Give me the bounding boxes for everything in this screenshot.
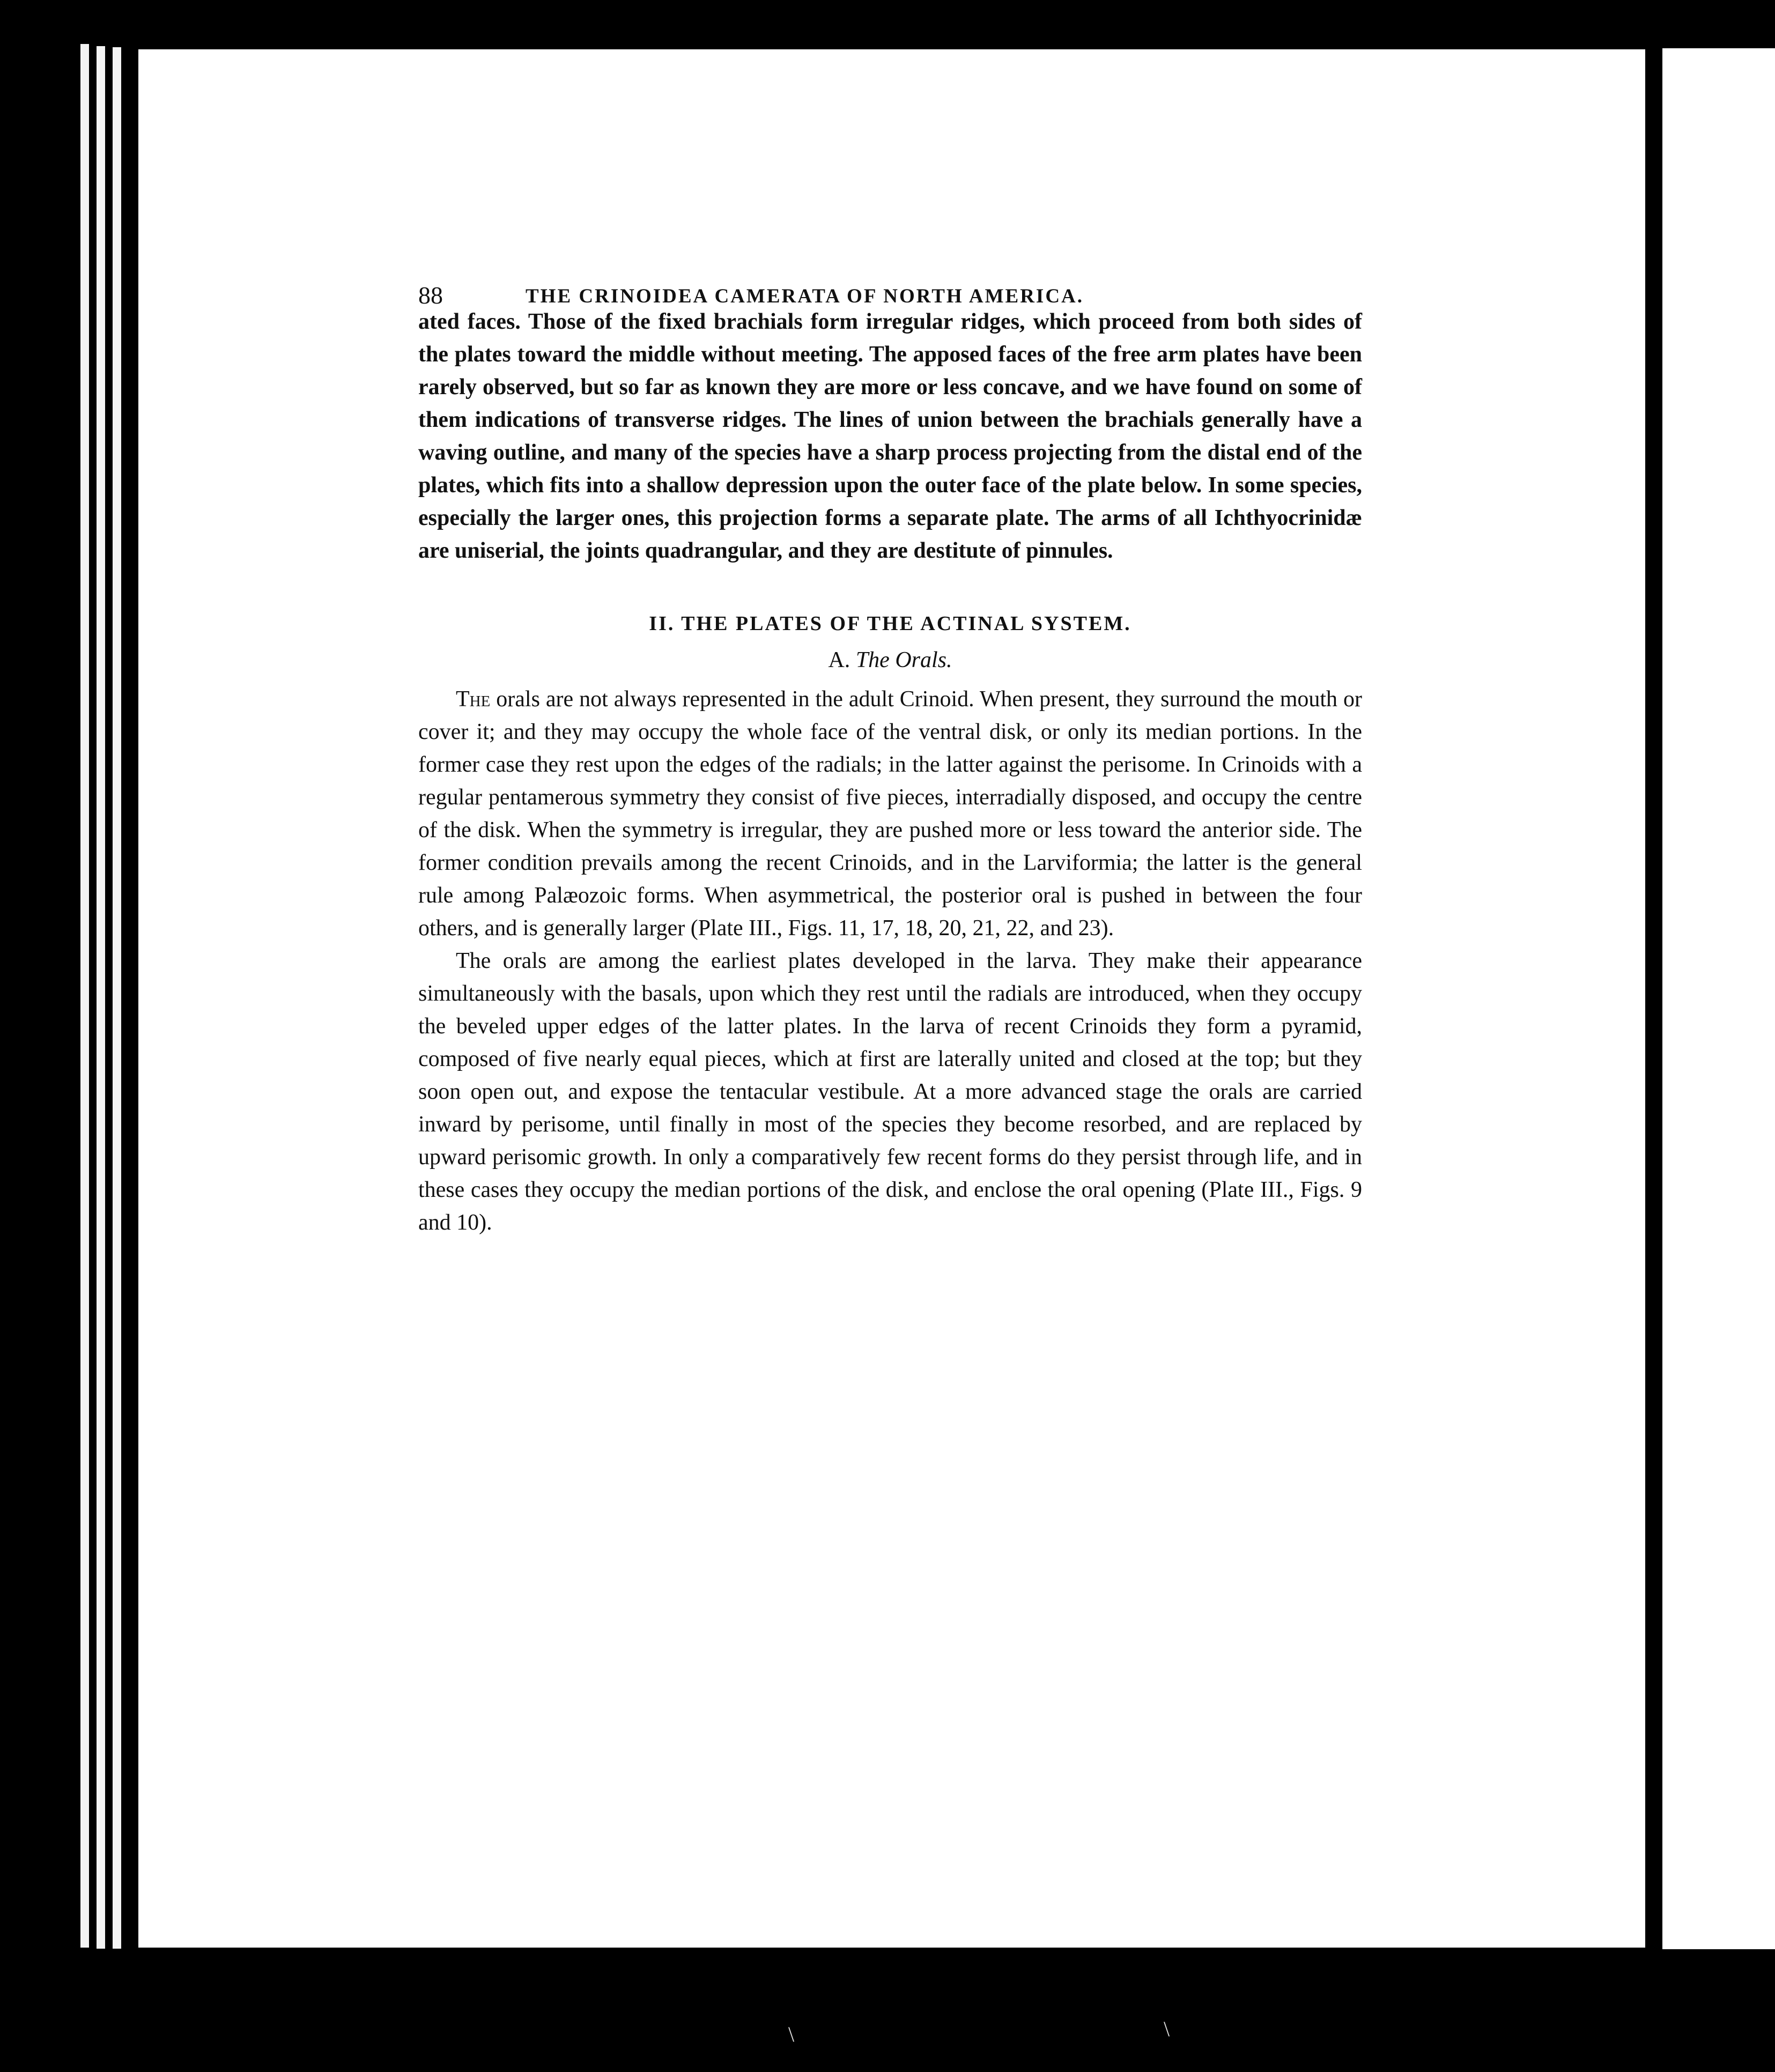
page-edge (97, 46, 105, 1949)
page-edge (80, 44, 89, 1948)
scan-artifact: \ (788, 2022, 795, 2046)
facing-page-edge (1662, 48, 1775, 1949)
subsection-title: The Orals. (855, 648, 952, 672)
running-head: THE CRINOIDEA CAMERATA OF NORTH AMERICA. (526, 285, 1084, 307)
page-edge (113, 47, 121, 1949)
scan-artifact: \ (1164, 2017, 1170, 2041)
page-number: 88 (418, 282, 443, 309)
section-heading: II. THE PLATES OF THE ACTINAL SYSTEM. (649, 612, 1131, 635)
body-paragraph: The orals are among the earliest plates developed in the larva. They make their appearance simultaneously with the basals, upon which they rest until the radials are introduced, when they occupy the beveled upper edges of the latter plates. In the larva of recent Crinoids they form a pyramid, composed of five nearly equal pieces, which at first are laterally united and closed at the top; but they soon open out, and expose the tentacular vestibule. At a more advanced stage the orals are carried inward by perisome, until finally in most of the species they become resorbed, and are replaced by upward perisomic growth. In only a comparatively few recent forms do they persist through life, and in these cases they occupy the median portions of the disk, and enclose the oral opening (Plate III., Figs. 9 and 10). (418, 949, 1362, 1235)
text-column (418, 247, 1362, 1239)
body-paragraph (418, 683, 1362, 945)
paragraph-lead-word: The (456, 687, 491, 712)
subsection-letter: A. (828, 648, 850, 672)
body-paragraph: ated faces. Those of the fixed brachials form irregular ridges, which proceed from both sides of the plates toward the middle without meeting. The apposed faces of the free arm plates have been rarely observed, but so far as known they are more or less concave, and we have found on some of them indications of transverse ridges. The lines of union between the brachials generally have a waving outline, and many of the species have a sharp process projecting from the distal end of the plates, which fits into a shallow depression upon the outer face of the plate below. In some species, especially the larger ones, this projection forms a separate plate. The arms of all Ichthyocrinidæ are uniserial, the joints quadrangular, and they are destitute of pinnules. (418, 309, 1362, 563)
page-header (418, 247, 1362, 309)
subsection-heading (418, 642, 1362, 678)
paragraph-text: orals are not always represented in the adult Crinoid. When present, they surround the mouth or cover it; and they may occupy the whole face of the ventral disk, or only its median portions. In the former case they rest upon the edges of the radials; in the latter against the perisome. In Crinoids with a regular pentamerous symmetry they consist of five pieces, interradially disposed, and occupy the centre of the disk. When the symmetry is irregular, they are pushed more or less toward the anterior side. The former condition prevails among the recent Crinoids, and in the Larviformia; the latter is the general rule among Palæozoic forms. When asymmetrical, the posterior oral is pushed in between the four others, and is generally larger (Plate III., Figs. 11, 17, 18, 20, 21, 22, and 23). (418, 687, 1362, 941)
